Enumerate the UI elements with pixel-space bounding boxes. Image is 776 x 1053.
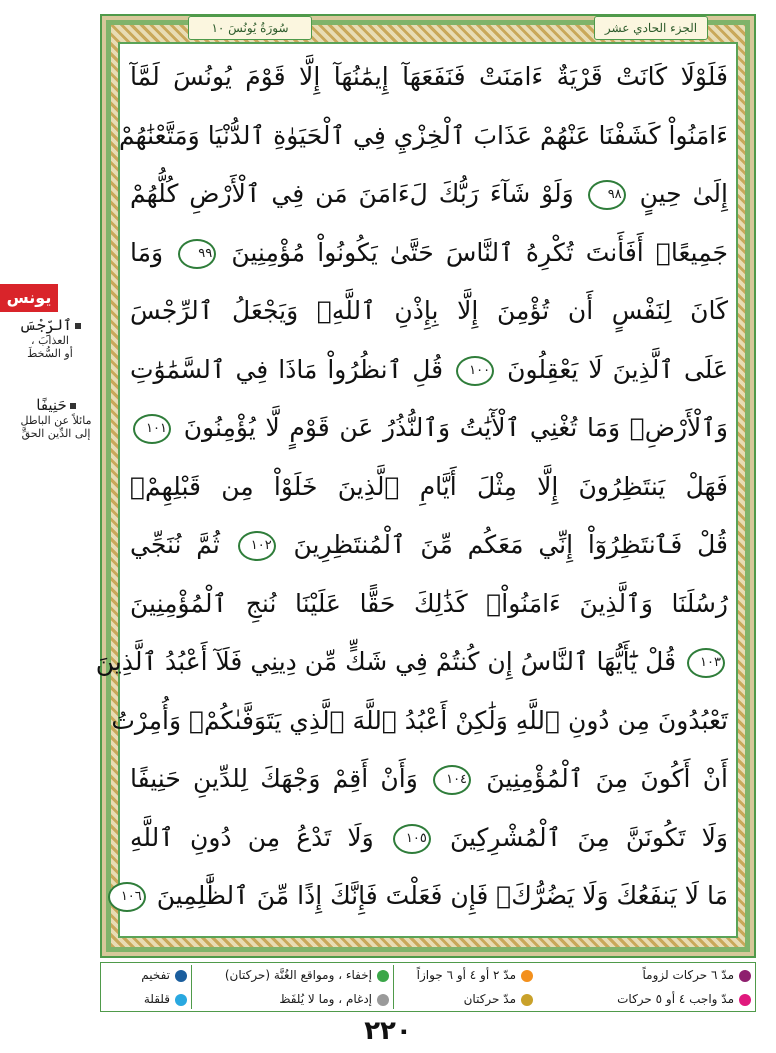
legend-dot-icon [175, 994, 187, 1006]
note-definition-line: مائلاً عن الباطلِ [20, 414, 92, 427]
legend-dot-icon [521, 970, 533, 982]
ayah-number-marker: ١٠٠ [456, 356, 494, 386]
legend-col-madd [537, 963, 751, 1011]
note-definition-line: أو السُّخطَ [27, 347, 73, 360]
legend-dot-icon [521, 994, 533, 1006]
quran-line [124, 575, 734, 634]
legend-col-ghunna [197, 963, 389, 1011]
quran-line [124, 516, 734, 575]
verse-text: كَانَ لِنَفْسٍ أَن تُؤْمِنَ إِلَّا بِإِذْنِ ٱللَّهِۚ وَيَجْعَلُ ٱلرِّجْسَ [130, 296, 728, 325]
legend-item: مدّ واجب ٤ أو ٥ حركات [537, 987, 751, 1011]
verse-text: وَمَا [130, 237, 164, 267]
legend-col-tafkhim [107, 963, 187, 1011]
legend-item: تفخيم [107, 963, 187, 987]
juz-header-label: الجزء الحادي عشر [594, 16, 708, 40]
quran-line [124, 341, 734, 400]
verse-text: ءَامَنُواْ كَشَفْنَا عَنْهُمْ عَذَابَ ٱلْخِزْيِ فِي ٱلْحَيَوٰةِ ٱلدُّنْيَا وَمَتَّعْنَٰهُمْ [118, 120, 728, 150]
quran-line [124, 48, 734, 107]
quran-line [120, 867, 734, 926]
verse-text: ثُمَّ نُنَجِّي [130, 530, 220, 559]
quran-line [124, 165, 734, 224]
note-definition-line: إلى الدِّين الحقِّ [21, 427, 91, 440]
legend-dot-icon [175, 970, 187, 982]
verse-text: قُلْ فَٱنتَظِرُوٓاْ إِنِّي مَعَكُم مِّنَ ٱلْمُنتَظِرِينَ [293, 530, 728, 559]
tajweed-legend [100, 962, 756, 1012]
legend-item: مدّ ٢ أو ٤ أو ٦ جوازاً [399, 963, 533, 987]
legend-item: إخفاء ، ومواقع الغُنَّة (حركتان) [197, 963, 389, 987]
surah-side-tab: يونس [0, 284, 58, 312]
legend-dot-icon [739, 994, 751, 1006]
verse-text: إِلَىٰ حِينٍ [639, 179, 728, 208]
margin-note-2 [8, 396, 104, 440]
quran-line [111, 692, 734, 751]
verse-text: أَنْ أَكُونَ مِنَ ٱلْمُؤْمِنِينَ [486, 764, 728, 793]
surah-header-label: سُورَةُ يُونُسَ ١٠ [188, 16, 312, 40]
verse-text: وَٱلْأَرْضِۚ وَمَا تُغْنِي ٱلْأٓيَٰتُ وَٱلنُّذُرُ عَن قَوْمٍ لَّا يُؤْمِنُونَ [183, 413, 728, 442]
legend-divider [393, 965, 394, 1009]
legend-item: إدغام ، وما لا يُلفَظ [197, 987, 389, 1011]
legend-dot-icon [377, 994, 389, 1006]
ayah-number-marker: ٩٩ [178, 239, 216, 269]
quran-line [124, 750, 734, 809]
verse-text: عَلَى ٱلَّذِينَ لَا يَعْقِلُونَ [507, 354, 728, 384]
margin-note-1 [8, 316, 92, 360]
quran-line [118, 107, 734, 166]
ayah-number-marker: ٩٨ [588, 180, 626, 210]
verse-text: تَعْبُدُونَ مِن دُونِ ٱللَّهِ وَلَٰكِنْ أَعْبُدُ ٱللَّهَ ٱلَّذِي يَتَوَفَّىٰكُمْۖ وَأُمِرْتُ [111, 705, 728, 735]
verse-text: فَهَلْ يَنتَظِرُونَ إِلَّا مِثْلَ أَيَّامِ ٱلَّذِينَ خَلَوْاْ مِن قَبْلِهِمْۚ [130, 471, 728, 501]
verse-text: وَلَا تَكُونَنَّ مِنَ ٱلْمُشْرِكِينَ [449, 822, 728, 852]
legend-item: مدّ حركتان [399, 987, 533, 1011]
quran-line [95, 633, 734, 692]
legend-item: قلقلة [107, 987, 187, 1011]
note-word: ٱلرِّجْسَ [19, 316, 72, 334]
legend-item: مدّ ٦ حركات لزوماً [537, 963, 751, 987]
note-bullet-icon [75, 323, 81, 329]
quran-line [124, 458, 734, 517]
note-bullet-icon [70, 403, 76, 409]
ayah-number-marker: ١٠٦ [108, 882, 146, 912]
legend-divider [191, 965, 192, 1009]
legend-dot-icon [377, 970, 389, 982]
verse-text: مَا لَا يَنفَعُكَ وَلَا يَضُرُّكَۖ فَإِن فَعَلْتَ فَإِنَّكَ إِذًا مِّنَ ٱلظَّٰلِمِينَ [156, 881, 728, 910]
verse-text: وَلَا تَدْعُ مِن دُونِ ٱللَّهِ [130, 822, 374, 852]
quran-line [124, 282, 734, 341]
verse-text: وَأَنْ أَقِمْ وَجْهَكَ لِلدِّينِ حَنِيفًا [130, 764, 418, 793]
quran-line [124, 224, 734, 283]
legend-dot-icon [739, 970, 751, 982]
quran-lines [95, 48, 734, 926]
page-number: ٢٢٠ [364, 1016, 412, 1046]
verse-text: قُلِ ٱنظُرُواْ مَاذَا فِي ٱلسَّمَٰوَٰتِ [130, 354, 444, 384]
note-word: حَنِيفًا [36, 396, 67, 414]
legend-col-madd-b [399, 963, 533, 1011]
verse-text: جَمِيعًاۚ أَفَأَنتَ تُكْرِهُ ٱلنَّاسَ حَتَّىٰ يَكُونُواْ مُؤْمِنِينَ [231, 237, 728, 267]
ayah-number-marker: ١٠٥ [393, 824, 431, 854]
verse-text: وَلَوْ شَآءَ رَبُّكَ لَءَامَنَ مَن فِي ٱلْأَرْضِ كُلُّهُمْ [130, 179, 574, 208]
ayah-number-marker: ١٠٣ [687, 648, 725, 678]
verse-text: رُسُلَنَا وَٱلَّذِينَ ءَامَنُواْۚ كَذَٰلِكَ حَقًّا عَلَيْنَا نُنجِ ٱلْمُؤْمِنِينَ [130, 588, 728, 618]
ayah-number-marker: ١٠٤ [433, 765, 471, 795]
verse-text: فَلَوْلَا كَانَتْ قَرْيَةٌ ءَامَنَتْ فَنَفَعَهَآ إِيمَٰنُهَآ إِلَّا قَوْمَ يُونُسَ لَمَّآ [130, 62, 728, 91]
note-definition-line: العذابَ ، [31, 334, 69, 347]
verse-text: قُلْ يَٰٓأَيُّهَا ٱلنَّاسُ إِن كُنتُمْ فِي شَكٍّ مِّن دِينِي فَلَآ أَعْبُدُ ٱلَّذِينَ [95, 647, 677, 676]
quran-line [124, 399, 734, 458]
ayah-number-marker: ١٠١ [133, 414, 171, 444]
quran-line [124, 809, 734, 868]
ayah-number-marker: ١٠٢ [238, 531, 276, 561]
